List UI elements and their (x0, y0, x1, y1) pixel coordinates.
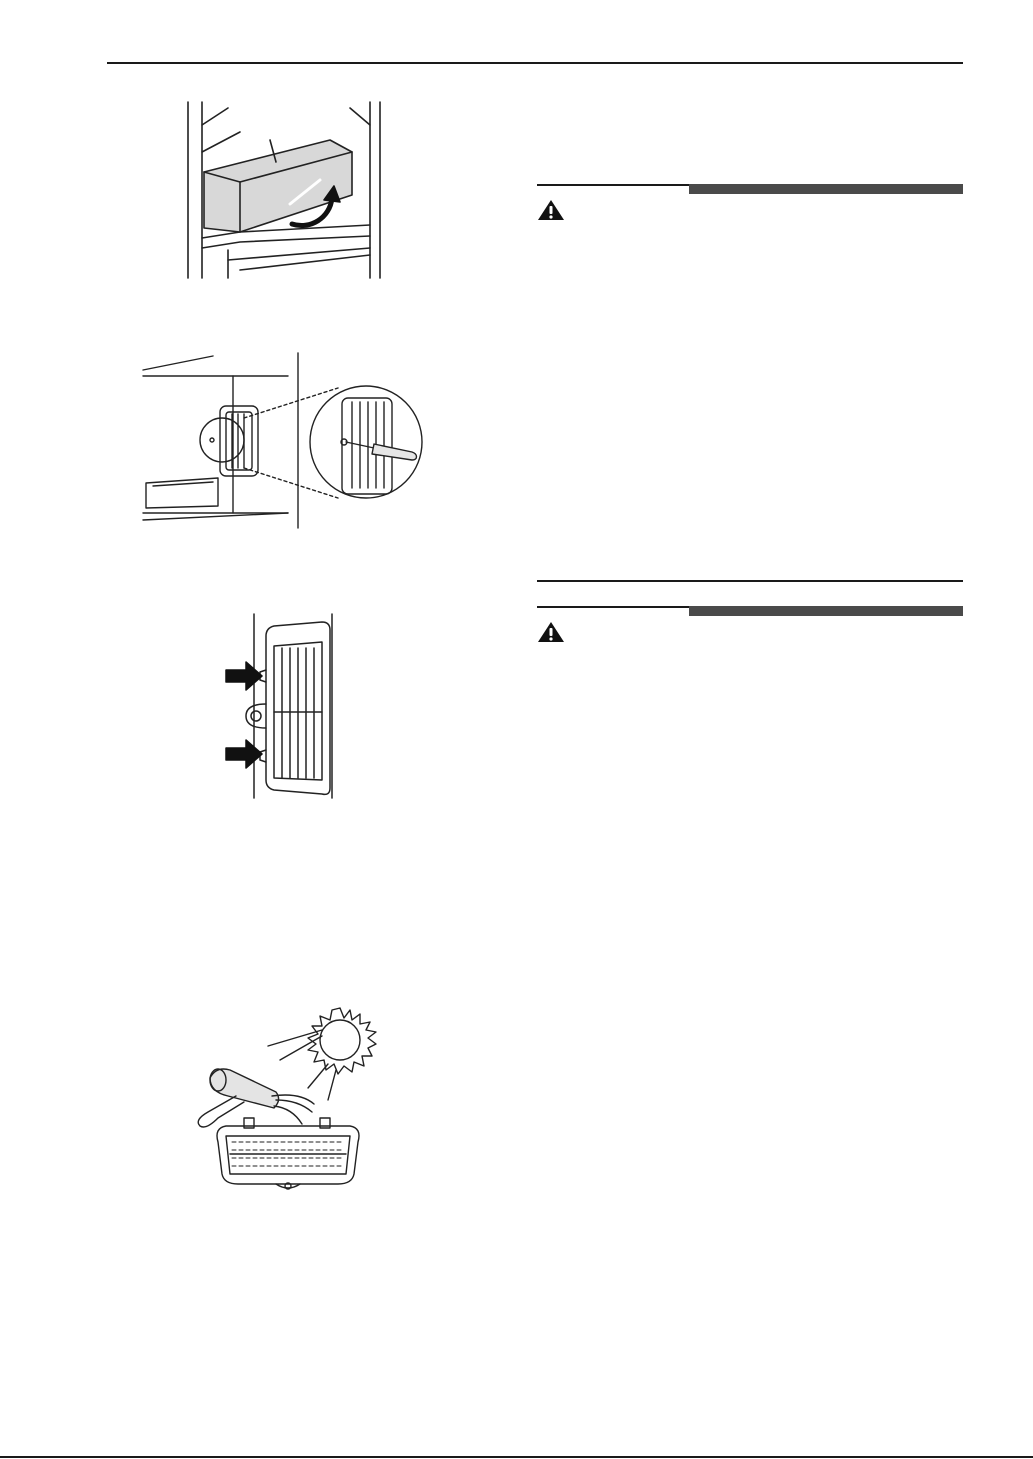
header-rule (107, 62, 963, 64)
screwdriver-icon (346, 442, 417, 460)
figure-filter-drying (188, 1000, 388, 1192)
sun-icon (268, 1008, 376, 1100)
notice-rule (537, 184, 689, 186)
figure-filter-screwdriver (138, 348, 428, 530)
footer-rule (0, 1456, 1033, 1458)
warning-notice-2 (537, 606, 963, 646)
warning-icon (537, 199, 565, 221)
notice-rule (537, 606, 689, 608)
warning-icon (537, 621, 565, 643)
figure-filter-clips (222, 612, 362, 800)
notice-header-bar (689, 184, 963, 194)
figure-shelf-removal (180, 100, 390, 280)
notice-header-bar (689, 606, 963, 616)
section-divider (537, 580, 963, 582)
warning-notice-1 (537, 184, 963, 224)
arrow-right-icon (226, 662, 262, 690)
